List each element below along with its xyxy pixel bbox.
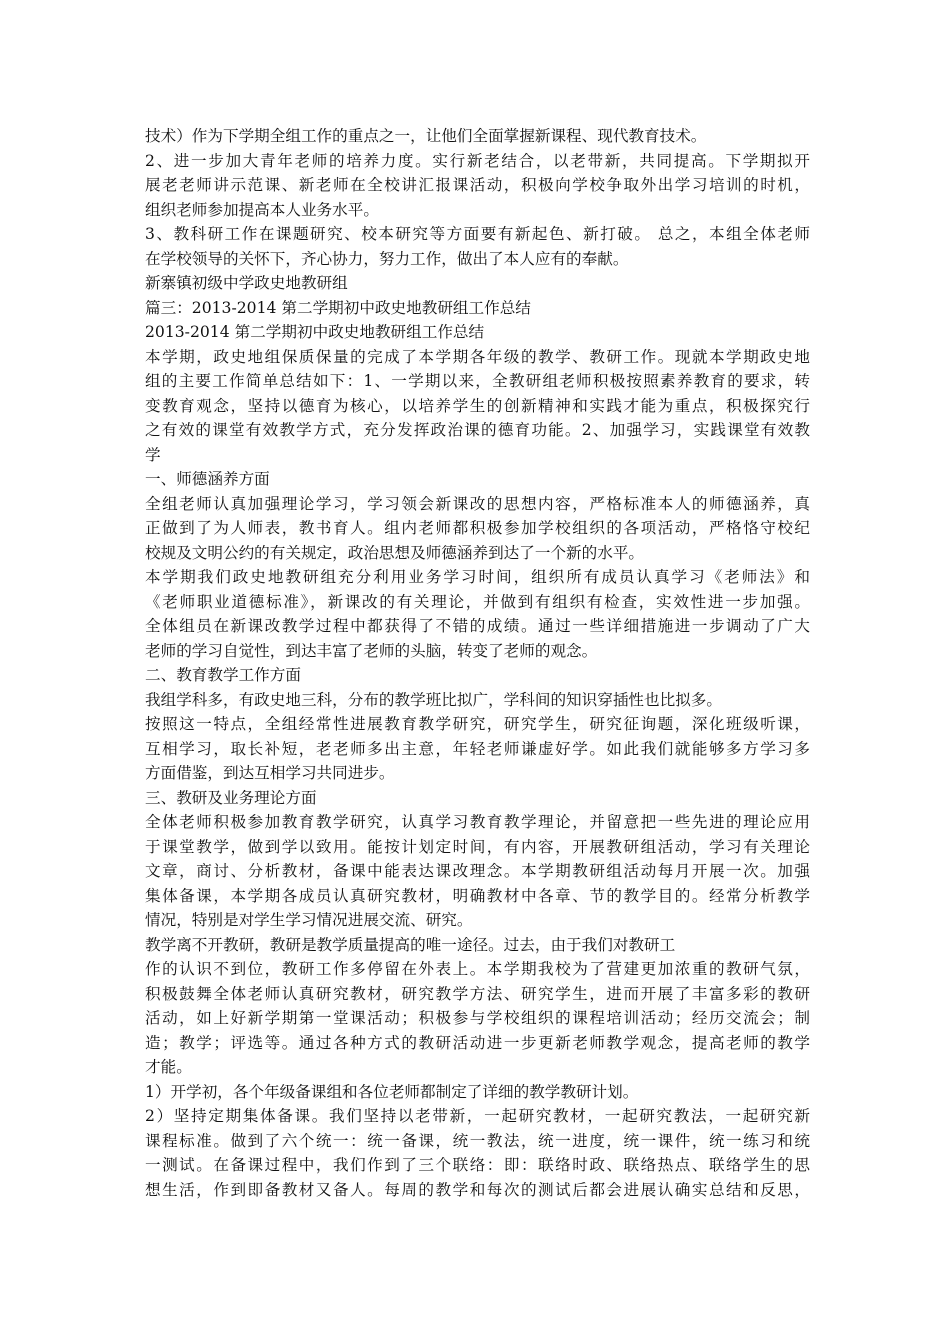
- text-line: 在学校领导的关怀下，齐心协力，努力工作，做出了本人应有的奉献。: [145, 249, 629, 268]
- text-line: 一、师德涵养方面: [145, 470, 270, 488]
- text-line: 全组老师认真加强理论学习，学习领会新课改的思想内容，严格标准本人的师德涵养，真: [145, 494, 810, 513]
- text-line: 于课堂教学，做到学以致用。能按计划定时间，有内容，开展教研组活动，学习有关理论: [145, 837, 810, 856]
- text-line: 互相学习，取长补短，老老师多出主意，年轻老师谦虚好学。如此我们就能够多方学习多: [145, 739, 810, 758]
- text-line: 2013-2014 第二学期初中政史地教研组工作总结: [145, 323, 485, 341]
- text-line: 新寨镇初级中学政史地教研组: [145, 274, 348, 292]
- text-line: 校规及文明公约的有关规定，政治思想及师德涵养到达了一个新的水平。: [145, 543, 645, 562]
- text-line: 想生活，作到即备教材又备人。每周的教学和每次的测试后都会进展认确实总结和反思，: [145, 1180, 810, 1199]
- text-line: 造；教学；评选等。通过各种方式的教研活动进一步更新老师教学观念，提高老师的教学: [145, 1033, 810, 1052]
- text-line: 活动，如上好新学期第一堂课活动；积极参与学校组织的课程培训活动；经历交流会；制: [145, 1009, 810, 1027]
- text-line: 情况，特别是对学生学习情况进展交流、研究。: [145, 911, 473, 929]
- text-line: 方面借鉴，到达互相学习共同进步。: [145, 764, 395, 782]
- text-line: 之有效的课堂有效教学方式，充分发挥政治课的德育功能。2、加强学习，实践课堂有效教: [145, 421, 810, 439]
- document-page: [145, 124, 810, 1202]
- text-line: 三、教研及业务理论方面: [145, 788, 317, 807]
- text-line: 集体备课，本学期各成员认真研究教材，明确教材中各章、节的教学目的。经常分析教学: [145, 886, 810, 905]
- text-line: 2、进一步加大青年老师的培养力度。实行新老结合，以老带新，共同提高。下学期拟开: [145, 151, 810, 170]
- text-line: 全体老师积极参加教育教学研究，认真学习教育教学理论，并留意把一些先进的理论应用: [145, 813, 810, 831]
- text-line: 3、教科研工作在课题研究、校本研究等方面要有新起色、新打破。 总之，本组全体老师: [145, 225, 810, 243]
- text-line: 作的认识不到位，教研工作多停留在外表上。本学期我校为了营建更加浓重的教研气氛，: [145, 960, 810, 978]
- text-line: 二、教育教学工作方面: [145, 666, 301, 684]
- text-line: 2）坚持定期集体备课。我们坚持以老带新，一起研究教材，一起研究教法，一起研究新: [145, 1107, 810, 1125]
- text-line: 文章，商讨、分析教材，备课中能表达课改理念。本学期教研组活动每月开展一次。加强: [145, 862, 810, 880]
- text-line: 课程标准。做到了六个统一：统一备课，统一教法，统一进度，统一课件，统一练习和统: [145, 1131, 810, 1150]
- text-line: 技术）作为下学期全组工作的重点之一，让他们全面掌握新课程、现代教育技术。: [145, 127, 707, 145]
- text-line: 学: [145, 445, 161, 464]
- text-line: 本学期我们政史地教研组充分利用业务学习时间，组织所有成员认真学习《老师法》和: [145, 568, 810, 586]
- text-line: 按照这一特点，全组经常性进展教育教学研究，研究学生，研究征询题，深化班级听课，: [145, 715, 810, 733]
- text-line: 篇三：2013-2014 第二学期初中政史地教研组工作总结: [145, 298, 531, 317]
- text-line: 组的主要工作简单总结如下：1、一学期以来，全教研组老师积极按照素养教育的要求，转: [145, 372, 810, 390]
- text-line: 组织老师参加提高本人业务水平。: [145, 200, 379, 219]
- text-line: 教学离不开教研，教研是教学质量提高的唯一途径。过去，由于我们对教研工: [145, 935, 676, 954]
- text-line: 《老师职业道德标准》，新课改的有关理论，并做到有组织有检查，实效性进一步加强。: [145, 592, 810, 611]
- text-line: 才能。: [145, 1058, 192, 1076]
- text-line: 1）开学初，各个年级备课组和各位老师都制定了详细的教学教研计划。: [145, 1082, 639, 1101]
- text-line: 展老老师讲示范课、新老师在全校讲汇报课活动，积极向学校争取外出学习培训的时机，: [145, 176, 810, 194]
- text-line: 变教育观念，坚持以德育为核心，以培养学生的创新精神和实践才能为重点，积极探究行: [145, 396, 810, 415]
- text-line: 全体组员在新课改教学过程中都获得了不错的成绩。通过一些详细措施进一步调动了广大: [145, 617, 810, 635]
- text-line: 正做到了为人师表，教书育人。组内老师都积极参加学校组织的各项活动，严格恪守校纪: [145, 519, 810, 537]
- text-line: 一测试。在备课过程中，我们作到了三个联络：即：联络时政、联络热点、联络学生的思: [145, 1156, 810, 1174]
- text-line: 本学期，政史地组保质保量的完成了本学期各年级的教学、教研工作。现就本学期政史地: [145, 347, 810, 366]
- text-line: 我组学科多，有政史地三科，分布的教学班比拟广，学科间的知识穿插性也比拟多。: [145, 690, 722, 709]
- text-line: 老师的学习自觉性，到达丰富了老师的头脑，转变了老师的观念。: [145, 641, 598, 660]
- text-line: 积极鼓舞全体老师认真研究教材，研究教学方法、研究学生，进而开展了丰富多彩的教研: [145, 984, 810, 1003]
